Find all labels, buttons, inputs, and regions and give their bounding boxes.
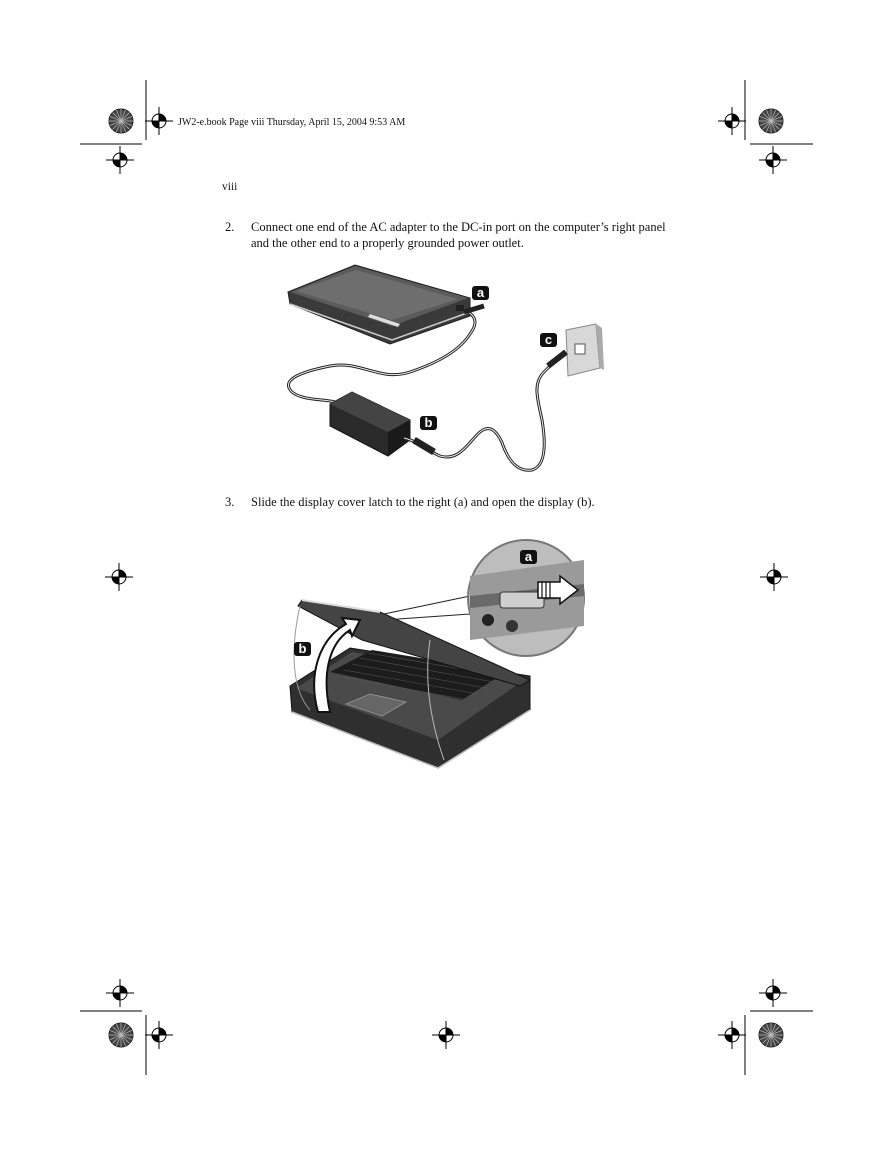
step-text: Connect one end of the AC adapter to the DC-in port on the computer’s right panel and the other end to a properly grounded power outlet.	[251, 220, 666, 250]
print-header: JW2-e.book Page viii Thursday, April 15, 2004 9:53 AM	[178, 117, 406, 128]
page-number: viii	[222, 181, 238, 193]
step-number: 2.	[225, 220, 235, 234]
callout-label-a: a	[472, 286, 489, 300]
callout-label-b: b	[420, 416, 437, 430]
step-text: Slide the display cover latch to the right (a) and open the display (b).	[251, 495, 595, 509]
callout-label-a: a	[520, 550, 537, 564]
callout-label-b: b	[294, 642, 311, 656]
callout-label-c: c	[540, 333, 557, 347]
step-number: 3.	[225, 495, 235, 509]
